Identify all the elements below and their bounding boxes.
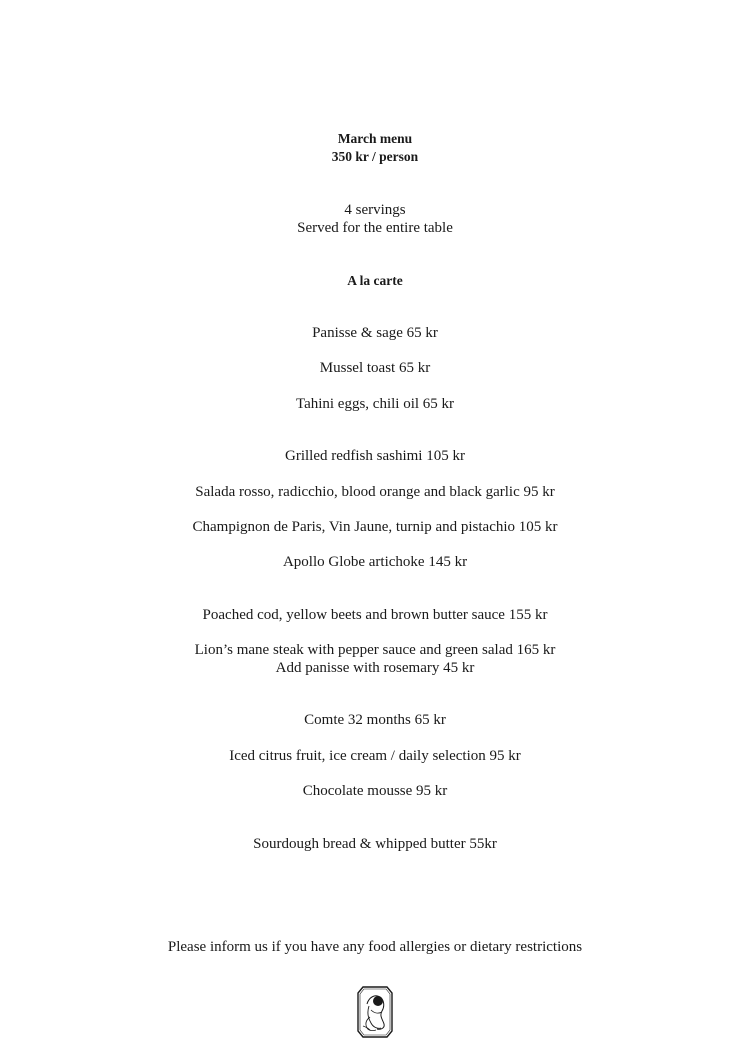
menu-item: Chocolate mousse 95 kr	[302, 783, 448, 799]
allergy-note: Please inform us if you have any food allergies or dietary restrictions	[167, 939, 583, 955]
menu-item: Apollo Globe artichoke 145 kr	[282, 554, 468, 570]
menu-item: Comte 32 months 65 kr	[304, 712, 446, 728]
menu-title: March menu	[337, 131, 413, 146]
menu-item: Iced citrus fruit, ice cream / daily selection 95 kr	[229, 748, 521, 764]
menu-item-addon: Add panisse with rosemary 45 kr	[275, 660, 475, 676]
menu-price: 350 kr / person	[331, 149, 419, 164]
menu-item: Panisse & sage 65 kr	[312, 325, 438, 341]
menu-item: Mussel toast 65 kr	[319, 360, 431, 376]
menu-item: Grilled redfish sashimi 105 kr	[285, 448, 465, 464]
menu-item: Champignon de Paris, Vin Jaune, turnip and pistachio 105 kr	[192, 519, 558, 535]
seated-figure-emblem-icon	[357, 986, 393, 1038]
menu-item: Poached cod, yellow beets and brown butter sauce 155 kr	[202, 607, 548, 623]
servings-note: Served for the entire table	[297, 220, 453, 236]
menu-item: Sourdough bread & whipped butter 55kr	[253, 836, 497, 852]
menu-item: Lion’s mane steak with pepper sauce and green salad 165 kr	[194, 642, 556, 658]
a-la-carte-heading: A la carte	[347, 273, 403, 288]
menu-item: Salada rosso, radicchio, blood orange and black garlic 95 kr	[195, 484, 555, 500]
menu-item: Tahini eggs, chili oil 65 kr	[295, 396, 455, 412]
servings-count: 4 servings	[344, 202, 406, 218]
